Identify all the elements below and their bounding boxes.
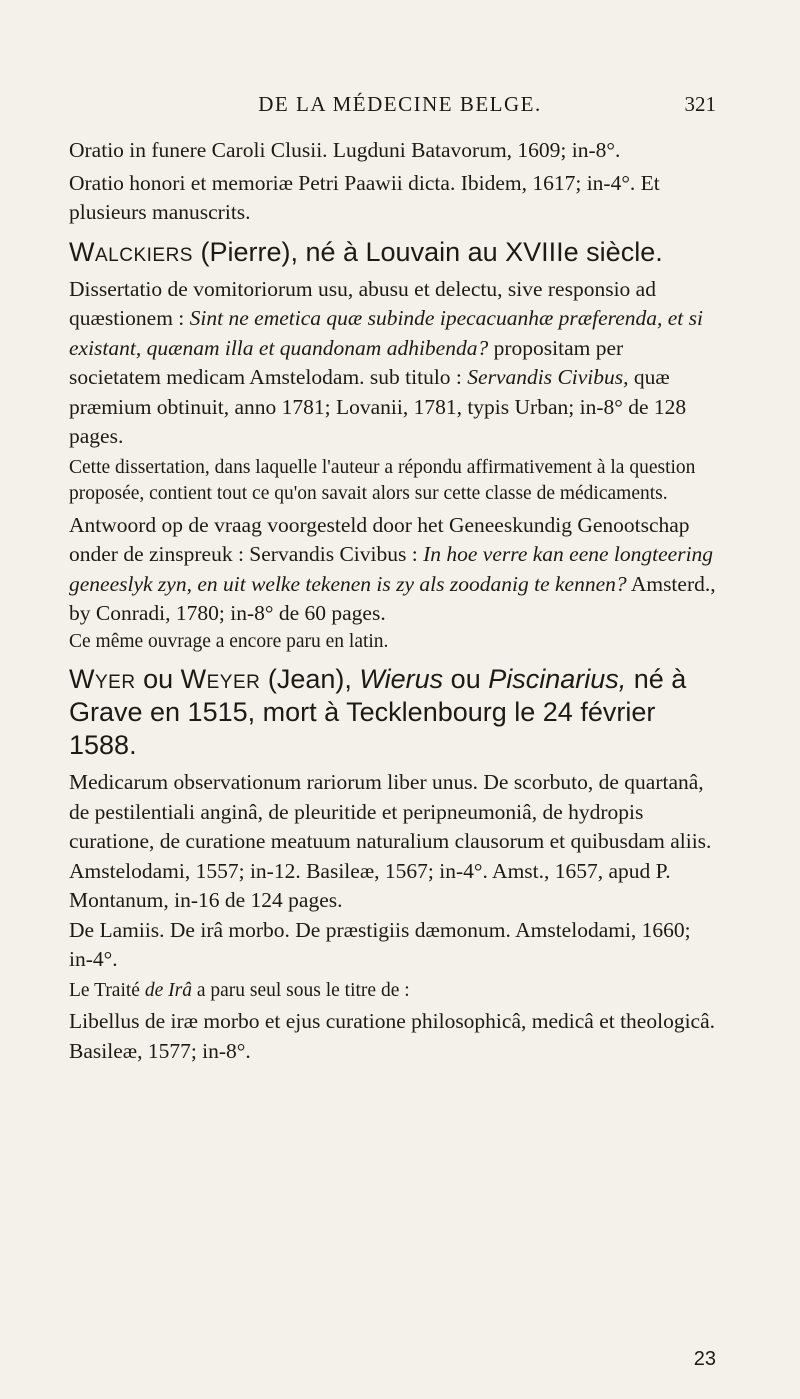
- heading-wyer-name2: Weyer: [180, 664, 261, 694]
- entry-antwoord-italic1: In hoe verre kan eene longteering geneeslyk zyn, en uit welke tekenen is zy als zoodanig te kennen?: [69, 542, 714, 596]
- heading-walckiers-rest: (Pierre), né à Louvain au XVIIIe siècle.: [192, 236, 663, 267]
- entry-medicarum: Medicarum observationum rariorum liber unus. De scorbuto, de quartanâ, de pestilentiali anginâ, de pleuritide et peripneumoniâ, de hydropis curatione, de curatione meatuum naturalium clausorum et quibusdam aliis. Amstelodami, 1557; in-12. Basileæ, 1567; in-4°. Amst., 1657, apud P. Montanum, in-16 de 124 pages.: [69, 770, 712, 912]
- entry-dissertatio-italic2: Servandis Civibus,: [467, 365, 629, 389]
- entry-oratio-clusii: Oratio in funere Caroli Clusii. Lugduni Batavorum, 1609; in-8°.: [69, 138, 621, 162]
- entry-dissertatio-part1: Dissertatio de vomitoriorum usu, abusu et delectu, sive responsio ad quæstionem :: [69, 276, 656, 330]
- heading-wyer-rest: (Jean),: [260, 664, 360, 694]
- heading-wyer-mid2: ou: [443, 664, 489, 694]
- entry-dissertatio-part3: quæ præmium obtinuit, anno 1781; Lovanii, 1781, typis Urban; in-8° de 128 pages.: [69, 365, 687, 448]
- page-header: [0, 92, 800, 122]
- entry-dissertatio-italic1: Sint ne emetica quæ subinde ipecacuanhæ præferenda, et si existant, quænam illa et quandonam adhibenda?: [69, 306, 703, 360]
- note-traite: [69, 978, 717, 1005]
- entry-antwoord-part2: Amsterd., by Conradi, 1780; in-8° de 60 pages.: [69, 571, 716, 625]
- note-traite-part2: a paru seul sous le titre de :: [191, 979, 410, 1001]
- heading-wyer-tail: né à Grave en 1515, mort à Tecklenbourg le 24 février 1588.: [69, 664, 687, 760]
- note-traite-part1: Le Traité: [69, 979, 145, 1001]
- signature-mark: 23: [693, 1348, 716, 1370]
- entry-de-lamiis: De Lamiis. De irâ morbo. De præstigiis dæmonum. Amstelodami, 1660; in-4°.: [69, 917, 691, 971]
- heading-wyer-name: Wyer: [69, 664, 136, 694]
- note-latin: Ce même ouvrage a encore paru en latin.: [69, 630, 389, 652]
- heading-walckiers: [69, 236, 717, 269]
- heading-wyer: [69, 663, 717, 762]
- heading-wyer-italic: Wierus: [359, 664, 444, 694]
- entry-dissertatio-part2: propositam per societatem medicam Amstelodam. sub titulo :: [69, 335, 624, 389]
- page-number: 321: [684, 92, 716, 116]
- heading-wyer-italic2: Piscinarius,: [488, 664, 627, 694]
- running-title: DE LA MÉDECINE BELGE.: [258, 92, 542, 116]
- entry-antwoord-part1: Antwoord op de vraag voorgesteld door het Geneeskundig Genootschap onder de zinspreuk : Servandis Civibus :: [69, 512, 690, 566]
- note-traite-italic: de Irâ: [144, 979, 192, 1001]
- heading-wyer-mid: ou: [135, 664, 181, 694]
- heading-walckiers-name: Walckiers: [69, 236, 193, 267]
- entry-antwoord: [69, 511, 717, 629]
- note-dissertation: Cette dissertation, dans laquelle l'auteur a répondu affirmativement à la question proposée, contient tout ce qu'on savait alors sur cette classe de médicaments.: [69, 456, 696, 504]
- entry-libellus: Libellus de iræ morbo et ejus curatione philosophicâ, medicâ et theologicâ. Basileæ, 1577; in-8°.: [69, 1009, 716, 1063]
- entry-oratio-paawii: Oratio honori et memoriæ Petri Paawii dicta. Ibidem, 1617; in-4°. Et plusieurs manuscrits.: [69, 170, 660, 224]
- body-text: [69, 136, 717, 1066]
- entry-dissertatio: [69, 275, 717, 452]
